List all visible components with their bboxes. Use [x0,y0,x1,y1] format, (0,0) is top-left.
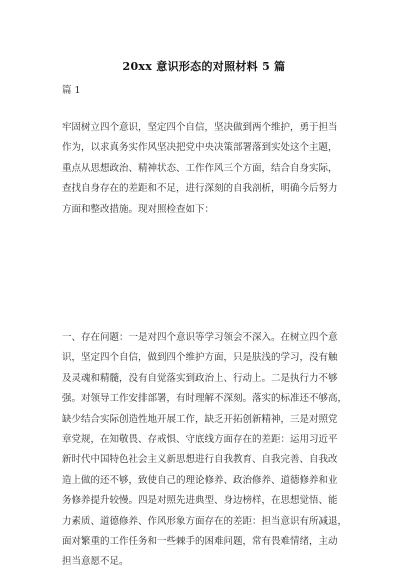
text-line: 及灵魂和精髓，没有自觉落实到政治上、行动上。二是执行力不够 [62,372,338,384]
text-line: 强。对领导工作安排部署，有时理解不深刻。落实的标准还不够高， [62,393,348,405]
text-line: 牢固树立四个意识，坚定四个自信，坚决做到两个维护，勇于担当 [62,122,338,133]
text-line: 查找自身存在的差距和不足，进行深刻的自我剖析，明确今后努力 [62,183,338,195]
text-line: 新时代中国特色社会主义新思想进行自我教育、自我完善、自我改 [62,454,338,466]
text-line: 力素质、道德修养、作风形象方面存在的差距：担当意识有所减退， [62,515,348,527]
text-line: 识，坚定四个自信，做到四个维护方面，只是肤浅的学习，没有触 [62,352,338,364]
text-line: 造上做的还不够，致使自己的理论修养、政治修养、道德修养和业 [62,474,338,486]
intro-paragraph [62,118,354,220]
text-line: 方面和整改措施。现对照检查如下： [62,203,215,215]
text-line: 缺少结合实际创造性地开展工作，缺乏开拓创新精神，三是对照党 [62,413,338,425]
body-paragraph [62,328,354,573]
text-line: 重点从思想政治、精神状态、工作作风三个方面，结合自身实际， [62,162,338,174]
text-line: 担当意愿不足。 [62,556,129,568]
text-line: 章党规，在知敬畏、存戒惧、守底线方面存在的差距：运用习近平 [62,433,338,445]
section-label: 篇 1 [62,85,81,96]
text-line: 面对繁重的工作任务和一些棘手的困难问题，常有畏难情绪，主动 [62,535,338,547]
text-line: 作为，以求真务实作风坚决把党中央决策部署落到实处这个主题， [62,142,338,154]
document-title: 20xx 意识形态的对照材料 5 篇 [122,60,286,73]
text-line: 务修养提升较慢。四是对照先进典型、身边榜样，在思想觉悟、能 [62,495,338,507]
text-line: 一、存在问题：一是对四个意识等学习领会不深入。在树立四个意 [62,332,338,343]
